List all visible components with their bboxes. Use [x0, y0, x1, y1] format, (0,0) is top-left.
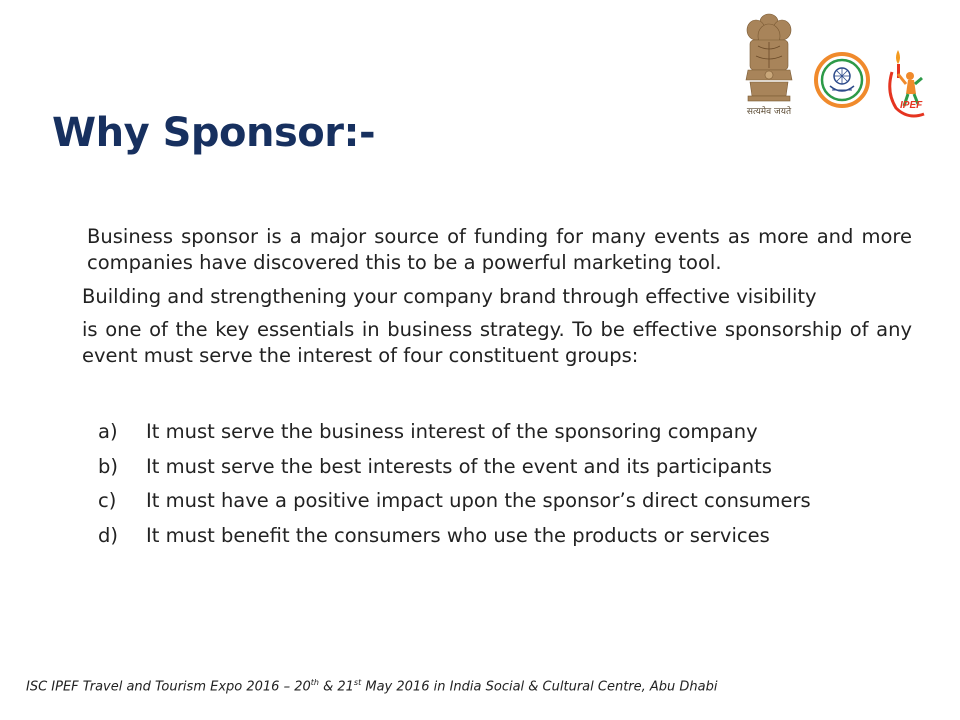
- list-item: [98, 420, 811, 455]
- list-item-text: It must serve the business interest of the sponsoring company: [146, 420, 758, 443]
- logo-group: [736, 12, 956, 122]
- isc-logo-icon: [814, 52, 870, 108]
- footer-sup-1: th: [310, 678, 319, 687]
- list-item-text: It must serve the best interests of the event and its participants: [146, 454, 772, 478]
- footer-text-3: May 2016 in India Social & Cultural Centre, Abu Dhabi: [361, 679, 718, 695]
- footer-sup-2: st: [353, 678, 362, 687]
- constituent-groups-list: [98, 420, 811, 558]
- paragraph-3: is one of the key essentials in business strategy. To be effective sponsorship of any event must serve the interest of four constituent groups:: [82, 317, 912, 368]
- list-marker: d): [98, 523, 118, 547]
- list-item: [98, 489, 811, 524]
- list-item-text: It must have a positive impact upon the sponsor’s direct consumers: [146, 489, 811, 512]
- emblem-motto: सत्यमेव जयते: [746, 107, 792, 117]
- footer-text-2: & 21: [318, 679, 354, 695]
- ipef-logo-label: IPEF: [900, 100, 923, 111]
- list-marker: b): [98, 454, 118, 478]
- list-item: [98, 455, 811, 490]
- body-text: [82, 224, 912, 370]
- slide-title: Why Sponsor:-: [52, 110, 376, 156]
- paragraph-2: Building and strengthening your company brand through effective visibility: [82, 284, 817, 308]
- list-marker: c): [98, 489, 117, 512]
- paragraph-1: Business sponsor is a major source of funding for many events as more and more companies have discovered this to be a powerful marketing tool.: [87, 225, 912, 275]
- list-marker: a): [98, 420, 118, 443]
- list-item-text: It must benefit the consumers who use the products or services: [146, 523, 770, 547]
- footer-caption: [26, 678, 718, 694]
- list-item: [98, 524, 811, 559]
- footer-text-1: ISC IPEF Travel and Tourism Expo 2016 – 20: [26, 679, 311, 695]
